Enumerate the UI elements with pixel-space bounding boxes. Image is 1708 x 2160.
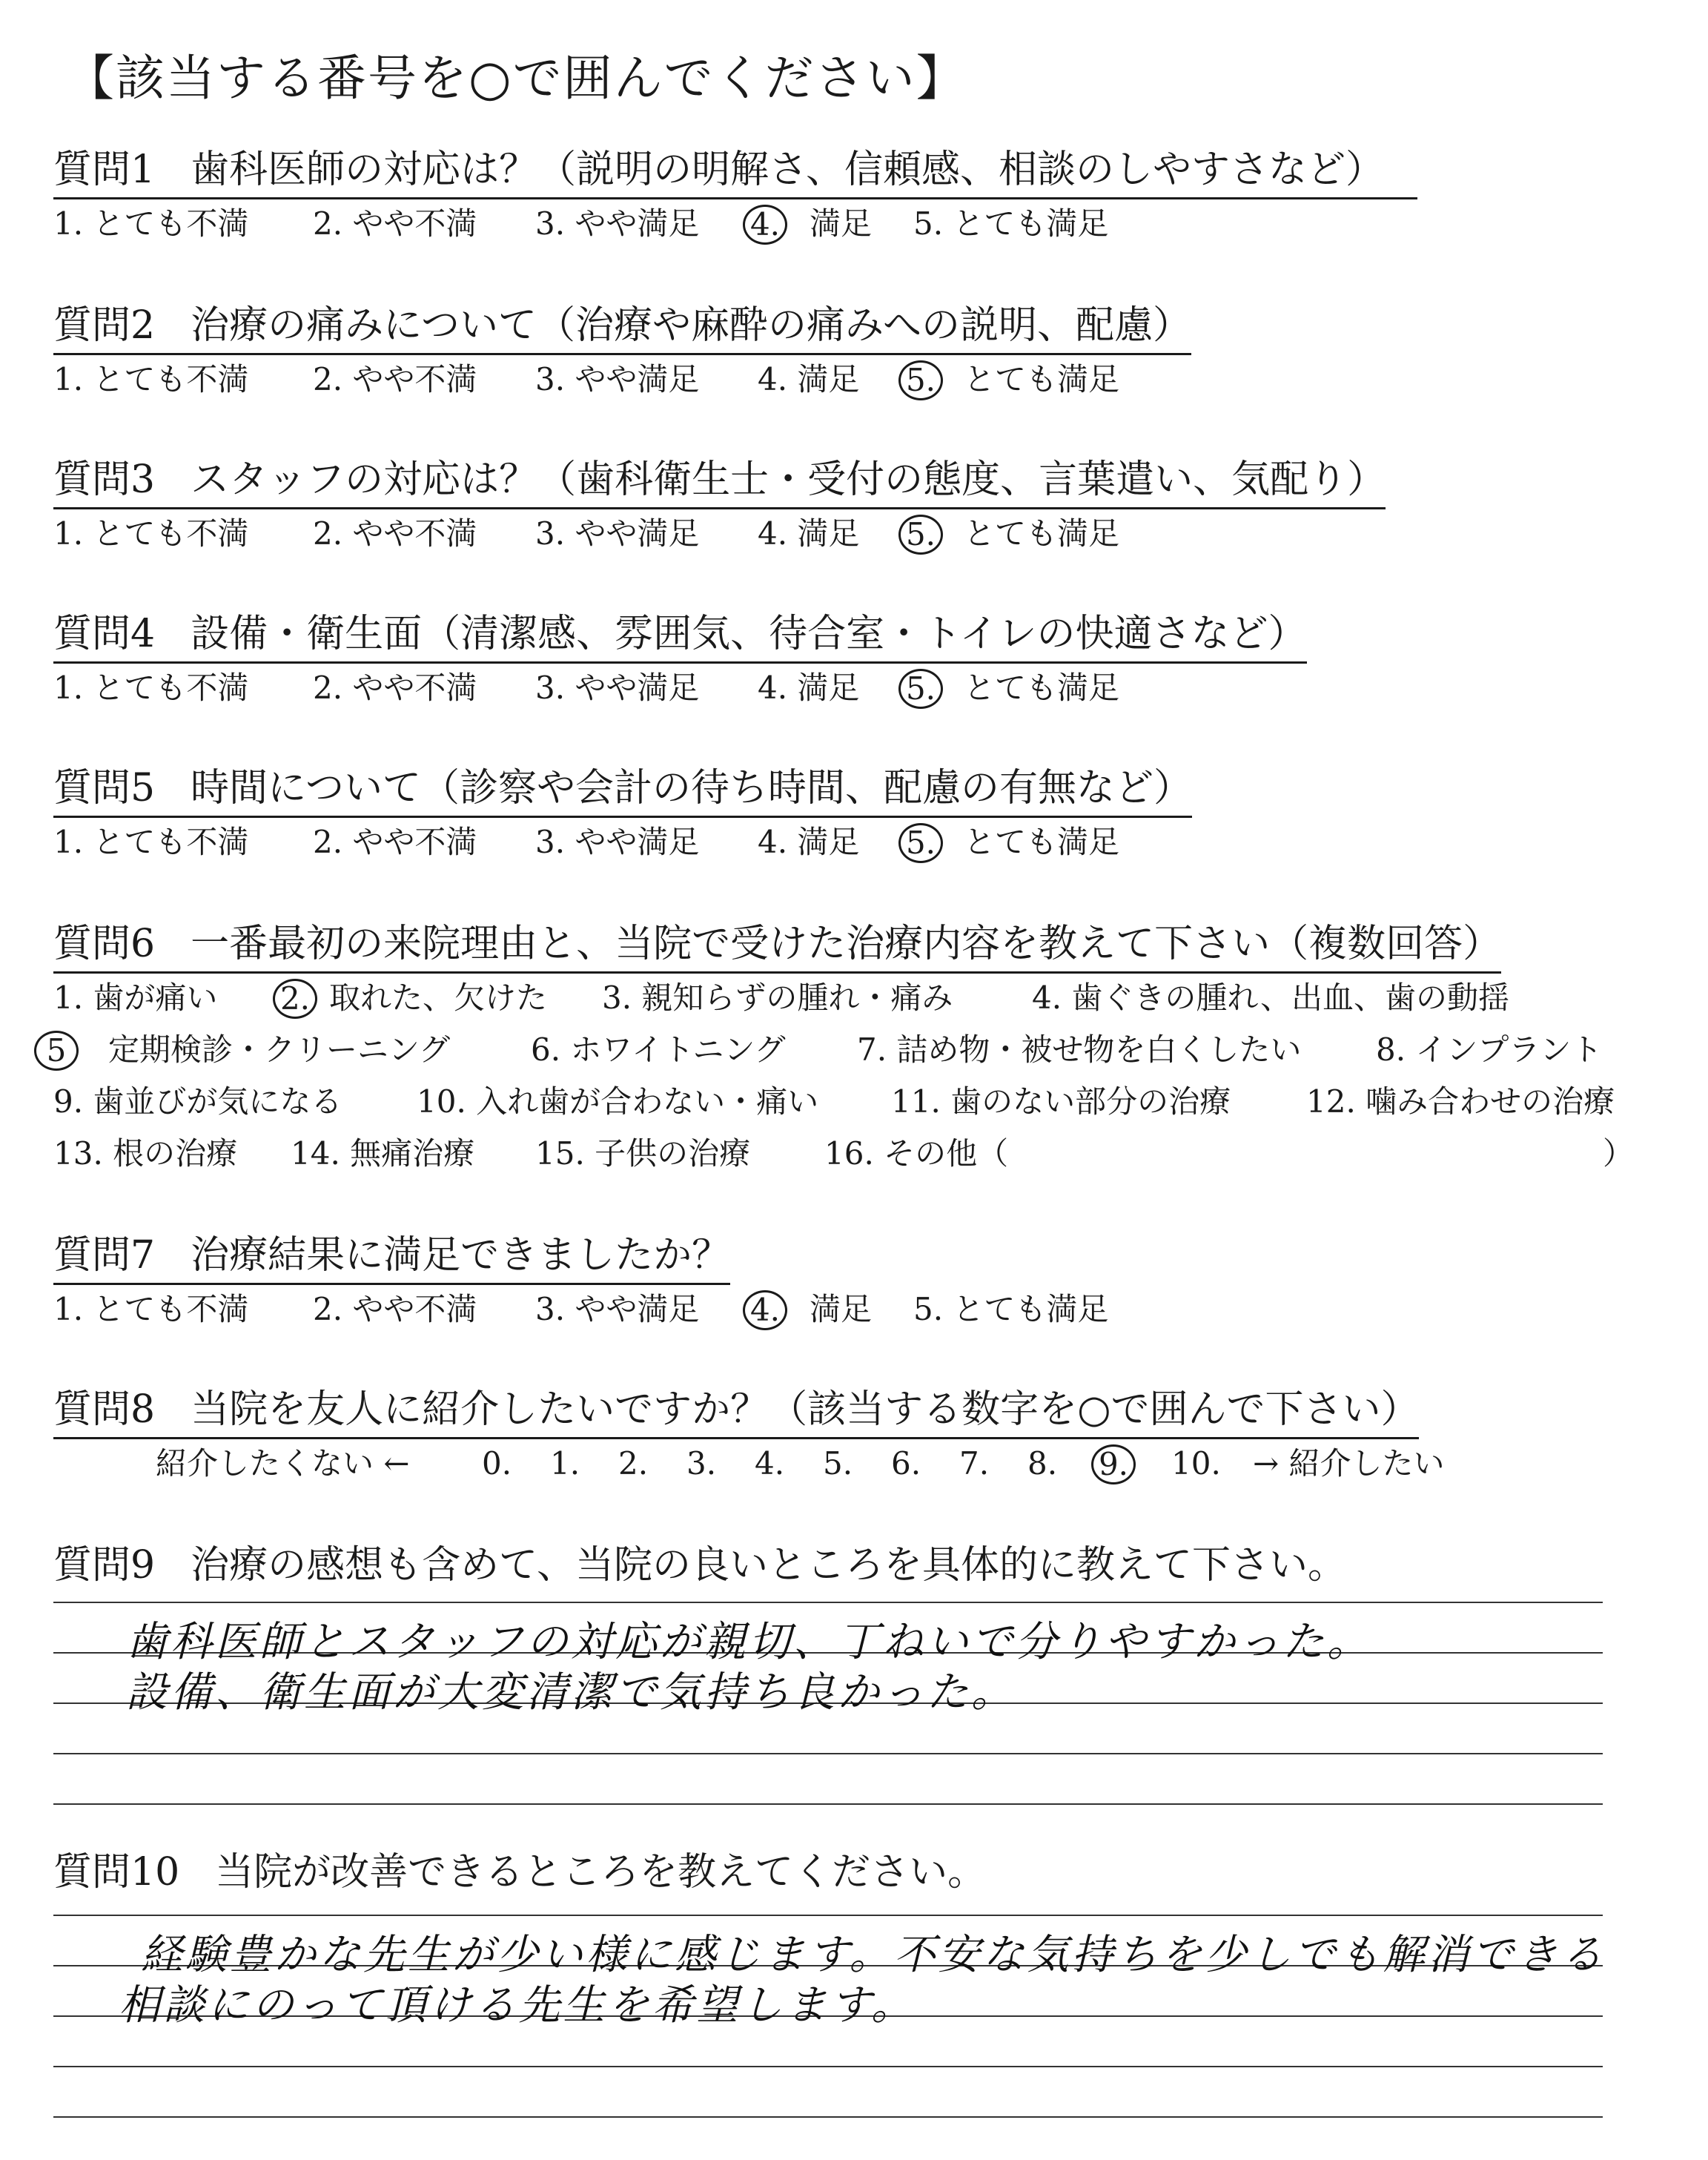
question-text: 歯科医師の対応は？（説明の明解さ、信頼感、相談のしやすさなど） (191, 148, 1385, 192)
option[interactable]: 取れた、欠けた (329, 980, 548, 1016)
option[interactable]: 3. やや満足 (535, 1291, 700, 1327)
question-text: 当院が改善できるところを教えてください。 (215, 1850, 987, 1895)
question-label: 質問8 (53, 1387, 156, 1432)
circled-option[interactable]: 5. (898, 360, 943, 400)
circled-option[interactable]: 5. (898, 823, 943, 863)
option[interactable]: 1. とても不満 (53, 361, 249, 397)
option[interactable]: 14. 無痛治療 (291, 1135, 475, 1172)
option[interactable]: 9. 歯並びが気になる (53, 1083, 342, 1120)
question-label: 質問1 (53, 148, 156, 192)
option[interactable]: 1. とても不満 (53, 824, 249, 860)
question-9 (53, 1541, 1346, 1593)
question-label: 質問10 (53, 1850, 180, 1895)
question-label: 質問7 (53, 1233, 156, 1278)
option[interactable]: 3. やや満足 (535, 205, 700, 242)
option[interactable]: 3. やや満足 (535, 824, 700, 860)
handwritten-answer[interactable]: 経験豊かな先生が少い様に感じます。不安な気持ちを少しでも解消できる (141, 1931, 1606, 1979)
question-4 (53, 610, 1307, 664)
option[interactable]: 定期検診・クリーニング (108, 1031, 451, 1068)
scale-option[interactable]: 2. (618, 1445, 649, 1482)
question-5 (53, 764, 1192, 818)
question-text: スタッフの対応は？（歯科衛生士・受付の態度、言葉遣い、気配り） (191, 458, 1386, 502)
scale-high-label: → 紹介したい (1253, 1445, 1445, 1482)
option[interactable]: 6. ホワイトニング (531, 1031, 786, 1068)
question-text: 治療の痛みについて（治療や麻酔の痛みへの説明、配慮） (191, 303, 1192, 348)
option[interactable]: 4. 歯ぐきの腫れ、出血、歯の動揺 (1032, 980, 1509, 1016)
scale-option[interactable]: 5. (823, 1445, 853, 1482)
option[interactable]: 2. やや不満 (313, 670, 477, 706)
question-text: 治療の感想も含めて、当院の良いところを具体的に教えて下さい。 (191, 1543, 1347, 1588)
circled-option[interactable]: 5. (898, 515, 943, 555)
question-label: 質問5 (53, 766, 156, 810)
option[interactable]: 2. やや不満 (313, 205, 477, 242)
option[interactable]: 7. 詰め物・被せ物を白くしたい (857, 1031, 1302, 1068)
question-text: 当院を友人に紹介したいですか？（該当する数字を○で囲んで下さい） (191, 1387, 1420, 1432)
question-text: 設備・衛生面（清潔感、雰囲気、待合室・トイレの快適さなど） (191, 612, 1307, 656)
option[interactable]: 11. 歯のない部分の治療 (891, 1083, 1231, 1120)
option[interactable]: 3. やや満足 (535, 515, 700, 552)
scale-option[interactable]: 0. (482, 1445, 512, 1482)
other-close-paren: ） (1603, 1135, 1635, 1172)
answer-line (53, 1803, 1603, 1805)
circled-option[interactable]: 5 (34, 1031, 79, 1071)
scale-low-label: 紹介したくない ← (156, 1445, 410, 1482)
option[interactable]: 満足 (810, 1291, 873, 1327)
question-1 (53, 145, 1417, 199)
question-label: 質問4 (53, 612, 156, 656)
option[interactable]: 13. 根の治療 (53, 1135, 238, 1172)
option[interactable]: 8. インプラント (1376, 1031, 1603, 1068)
option[interactable]: 15. 子供の治療 (535, 1135, 751, 1172)
option[interactable]: 3. やや満足 (535, 361, 700, 397)
option[interactable]: 4. 満足 (758, 670, 860, 706)
question-text: 時間について（診察や会計の待ち時間、配慮の有無など） (191, 766, 1193, 810)
option[interactable]: 4. 満足 (758, 824, 860, 860)
scale-option[interactable]: 4. (755, 1445, 785, 1482)
question-8 (53, 1385, 1419, 1439)
scale-option[interactable]: 8. (1027, 1445, 1058, 1482)
option[interactable]: 2. やや不満 (313, 361, 477, 397)
scale-option[interactable]: 10. (1171, 1445, 1221, 1482)
circled-option[interactable]: 4. (743, 1290, 787, 1330)
handwritten-answer[interactable]: 歯科医師とスタッフの対応が親切、丁ねいで分りやすかった。 (126, 1618, 1371, 1666)
option[interactable]: とても満足 (964, 515, 1120, 552)
option[interactable]: 1. とても不満 (53, 515, 249, 552)
option[interactable]: とても満足 (964, 824, 1120, 860)
question-label: 質問6 (53, 922, 156, 966)
option[interactable]: 1. とても不満 (53, 1291, 249, 1327)
scale-option[interactable]: 1. (550, 1445, 580, 1482)
question-label: 質問9 (53, 1543, 156, 1588)
handwritten-answer[interactable]: 相談にのって頂ける先生を希望します。 (119, 1981, 916, 2029)
scale-option[interactable]: 6. (891, 1445, 921, 1482)
answer-line (53, 1915, 1603, 1916)
option[interactable]: 1. とても不満 (53, 670, 249, 706)
answer-line (53, 1602, 1603, 1603)
option[interactable]: 1. とても不満 (53, 205, 249, 242)
option[interactable]: 5. とても満足 (913, 205, 1109, 242)
option[interactable]: 2. やや不満 (313, 824, 477, 860)
option[interactable]: 10. 入れ歯が合わない・痛い (417, 1083, 819, 1120)
option[interactable]: 2. やや不満 (313, 515, 477, 552)
circled-option[interactable]: 2. (273, 979, 317, 1019)
option[interactable]: 3. やや満足 (535, 670, 700, 706)
question-10 (53, 1848, 986, 1900)
other-option[interactable]: 16. その他（ (824, 1135, 1009, 1172)
answer-line (53, 2066, 1603, 2067)
question-7 (53, 1231, 730, 1285)
option[interactable]: 2. やや不満 (313, 1291, 477, 1327)
option[interactable]: とても満足 (964, 361, 1120, 397)
option[interactable]: 4. 満足 (758, 361, 860, 397)
option[interactable]: 4. 満足 (758, 515, 860, 552)
option[interactable]: 3. 親知らずの腫れ・痛み (602, 980, 953, 1016)
option[interactable]: 12. 噛み合わせの治療 (1306, 1083, 1615, 1120)
circled-option[interactable]: 9. (1091, 1444, 1136, 1484)
option[interactable]: 5. とても満足 (913, 1291, 1109, 1327)
question-6 (53, 919, 1501, 974)
question-label: 質問3 (53, 458, 156, 502)
answer-line (53, 2116, 1603, 2118)
answer-line (53, 1753, 1603, 1754)
question-label: 質問2 (53, 303, 156, 348)
option[interactable]: 1. 歯が痛い (53, 980, 218, 1016)
option[interactable]: 満足 (810, 205, 873, 242)
circled-option[interactable]: 4. (743, 205, 787, 245)
handwritten-answer[interactable]: 設備、衛生面が大変清潔で気持ち良かった。 (126, 1668, 1016, 1717)
question-text: 治療結果に満足できましたか？ (191, 1233, 731, 1278)
circled-option[interactable]: 5. (898, 669, 943, 709)
option[interactable]: とても満足 (964, 670, 1120, 706)
question-text: 一番最初の来院理由と、当院で受けた治療内容を教えて下さい（複数回答） (191, 922, 1502, 966)
question-3 (53, 455, 1386, 509)
form-header: 【該当する番号を○で囲んでください】 (65, 50, 967, 107)
scale-option[interactable]: 7. (959, 1445, 990, 1482)
scale-option[interactable]: 3. (686, 1445, 717, 1482)
question-2 (53, 301, 1191, 355)
